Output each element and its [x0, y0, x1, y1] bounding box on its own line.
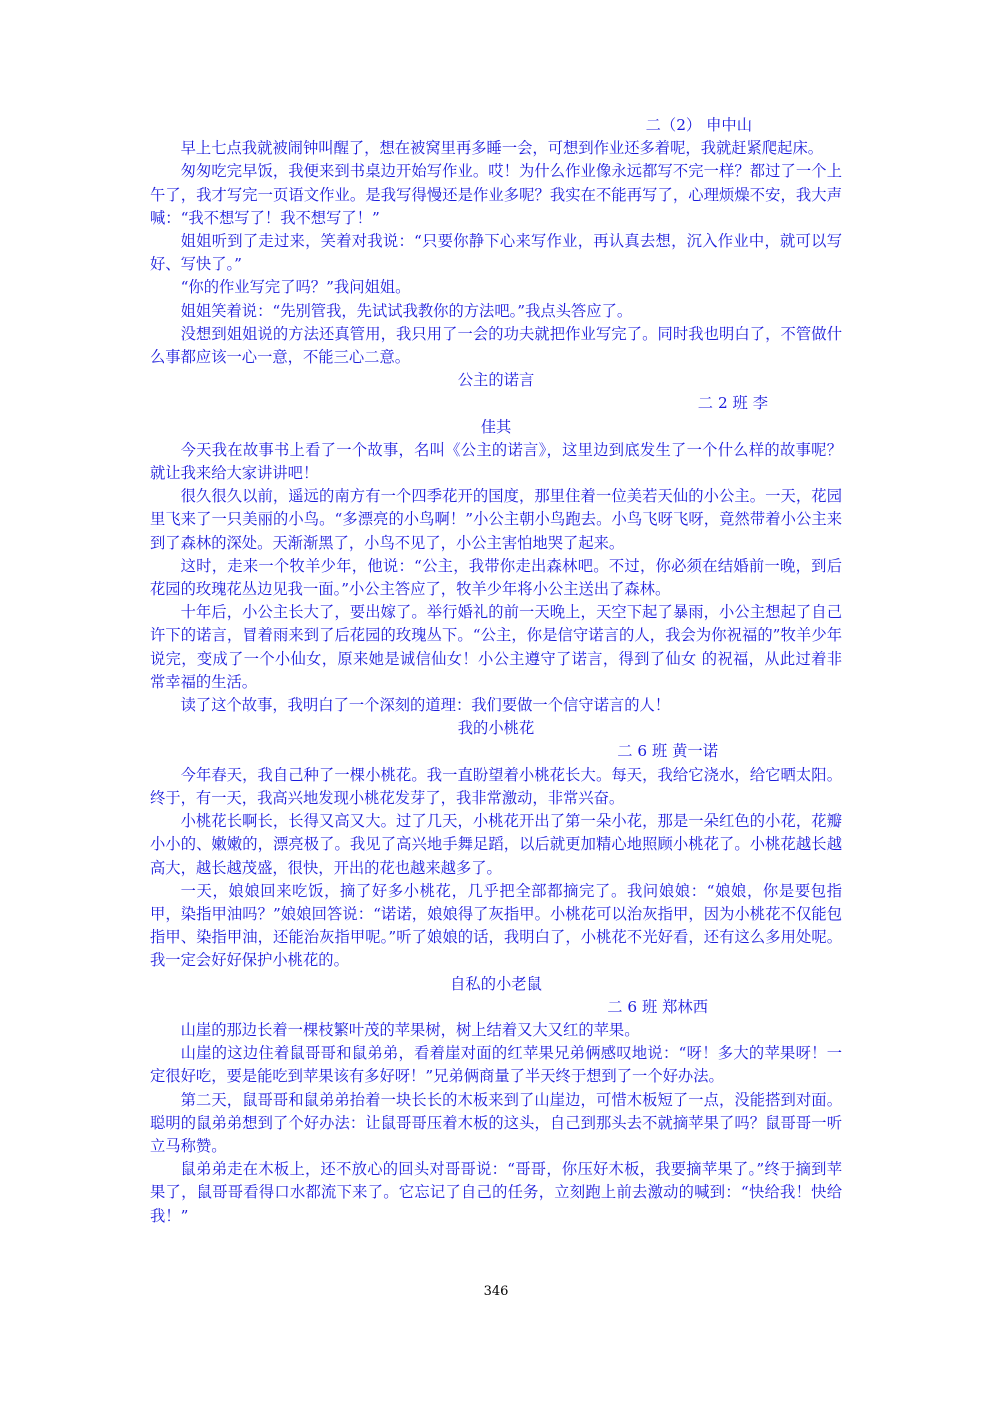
- story3-title: 我的小桃花: [457, 719, 535, 738]
- story2-paragraph: 今天我在故事书上看了一个故事，名叫《公主的诺言》，这里边到底发生了一个什么样的故事呢？就让我来给大家讲讲吧！: [150, 440, 842, 483]
- story2-byline: 二 2 班 李: [697, 394, 768, 413]
- story4-paragraph: 鼠弟弟走在木板上，还不放心的回头对哥哥说：“哥哥，你压好木板，我要摘苹果了。”终于摘到苹果了，鼠哥哥看得口水都流下来了。它忘记了自己的任务，立刻跑上前去激动的喊到：“快给我！快给我！”: [150, 1160, 842, 1225]
- story4-byline: 二 6 班 郑林西: [607, 997, 708, 1016]
- story1-paragraph: 姐姐笑着说：“先别管我，先试试我教你的方法吧。”我点头答应了。: [180, 301, 633, 320]
- story2-paragraph: 十年后，小公主长大了，要出嫁了。举行婚礼的前一天晚上，天空下起了暴雨，小公主想起了自己许下的诺言，冒着雨来到了后花园的玫瑰丛下。“公主，你是信守诺言的人，我会为你祝福的”牧羊少年说完，变成了一个小仙女，原来她是诚信仙女！小公主遵守了诺言，得到了仙女 的祝福，从此过着非常幸福的生活。: [150, 603, 842, 691]
- story3-paragraph: 今年春天，我自己种了一棵小桃花。我一直盼望着小桃花长大。每天，我给它浇水，给它晒太阳。终于，有一天，我高兴地发现小桃花发芽了，我非常激动，非常兴奋。: [150, 765, 842, 807]
- document-body: [150, 114, 842, 1228]
- story4-title: 自私的小老鼠: [450, 974, 542, 993]
- story4-paragraph: 山崖的这边住着鼠哥哥和鼠弟弟，看着崖对面的红苹果兄弟俩感叹地说：“呀！多大的苹果呀！一定很好吃，要是能吃到苹果该有多好呀！”兄弟俩商量了半天终于想到了一个好办法。: [150, 1044, 842, 1086]
- story3-paragraph: 一天，娘娘回来吃饭，摘了好多小桃花，几乎把全部都摘完了。我问娘娘：“娘娘，你是要包指甲，染指甲油吗？”娘娘回答说：“诺诺，娘娘得了灰指甲。小桃花可以治灰指甲，因为小桃花不仅能包指甲、染指甲油，还能治灰指甲呢。”听了娘娘的话，我明白了，小桃花不光好看，还有这么多用处呢。我一定会好好保护小桃花的。: [150, 881, 842, 970]
- story2-paragraph: 很久很久以前，遥远的南方有一个四季花开的国度，那里住着一位美若天仙的小公主。一天，花园里飞来了一只美丽的小鸟。“多漂亮的小鸟啊！”小公主朝小鸟跑去。小鸟飞呀飞呀，竟然带着小公主来到了森林的深处。天渐渐黑了，小鸟不见了，小公主害怕地哭了起来。: [150, 487, 842, 552]
- story3-paragraph: 小桃花长啊长，长得又高又大。过了几天，小桃花开出了第一朵小花，那是一朵红色的小花，花瓣小小的、嫩嫩的，漂亮极了。我见了高兴地手舞足蹈，以后就更加精心地照顾小桃花了。小桃花越长越高大，越长越茂盛，很快，开出的花也越来越多了。: [150, 812, 842, 877]
- page-number: 346: [483, 1284, 509, 1299]
- story1-paragraph: 没想到姐姐说的方法还真管用，我只用了一会的功夫就把作业写完了。同时我也明白了，不管做什么事都应该一心一意，不能三心二意。: [150, 324, 842, 367]
- story2-paragraph: 读了这个故事，我明白了一个深刻的道理：我们要做一个信守诺言的人！: [180, 696, 671, 715]
- story1-paragraph: 匆匆吃完早饭，我便来到书桌边开始写作业。哎！为什么作业像永远都写不完一样？都过了一个上午了，我才写完一页语文作业。是我写得慢还是作业多呢？我实在不能再写了，心理烦燥不安，我大声喊：“我不想写了！我不想写了！”: [150, 162, 842, 227]
- story1-paragraph: “你的作业写完了吗？”我问姐姐。: [180, 278, 411, 297]
- story1-byline: 二（2） 申中山: [645, 116, 752, 134]
- story2-byline-continued: 佳其: [480, 417, 512, 436]
- story2-title: 公主的诺言: [457, 371, 535, 390]
- story4-paragraph: 第二天，鼠哥哥和鼠弟弟抬着一块长长的木板来到了山崖边，可惜木板短了一点，没能搭到对面。聪明的鼠弟弟想到了个好办法：让鼠哥哥压着木板的这头，自己到那头去不就摘苹果了吗？鼠哥哥一听立马称赞。: [150, 1090, 842, 1155]
- story2-paragraph: 这时，走来一个牧羊少年，他说：“公主，我带你走出森林吧。不过，你必须在结婚前一晚，到后花园的玫瑰花丛边见我一面。”小公主答应了，牧羊少年将小公主送出了森林。: [150, 556, 842, 599]
- story3-byline: 二 6 班 黄一诺: [617, 742, 718, 761]
- story1-paragraph: 早上七点我就被闹钟叫醒了，想在被窝里再多睡一会，可想到作业还多着呢，我就赶紧爬起床。: [180, 139, 824, 158]
- story4-paragraph: 山崖的那边长着一棵枝繁叶茂的苹果树，树上结着又大又红的苹果。: [180, 1020, 640, 1039]
- story1-paragraph: 姐姐听到了走过来，笑着对我说：“只要你静下心来写作业，再认真去想，沉入作业中，就可以写好、写快了。”: [150, 232, 842, 274]
